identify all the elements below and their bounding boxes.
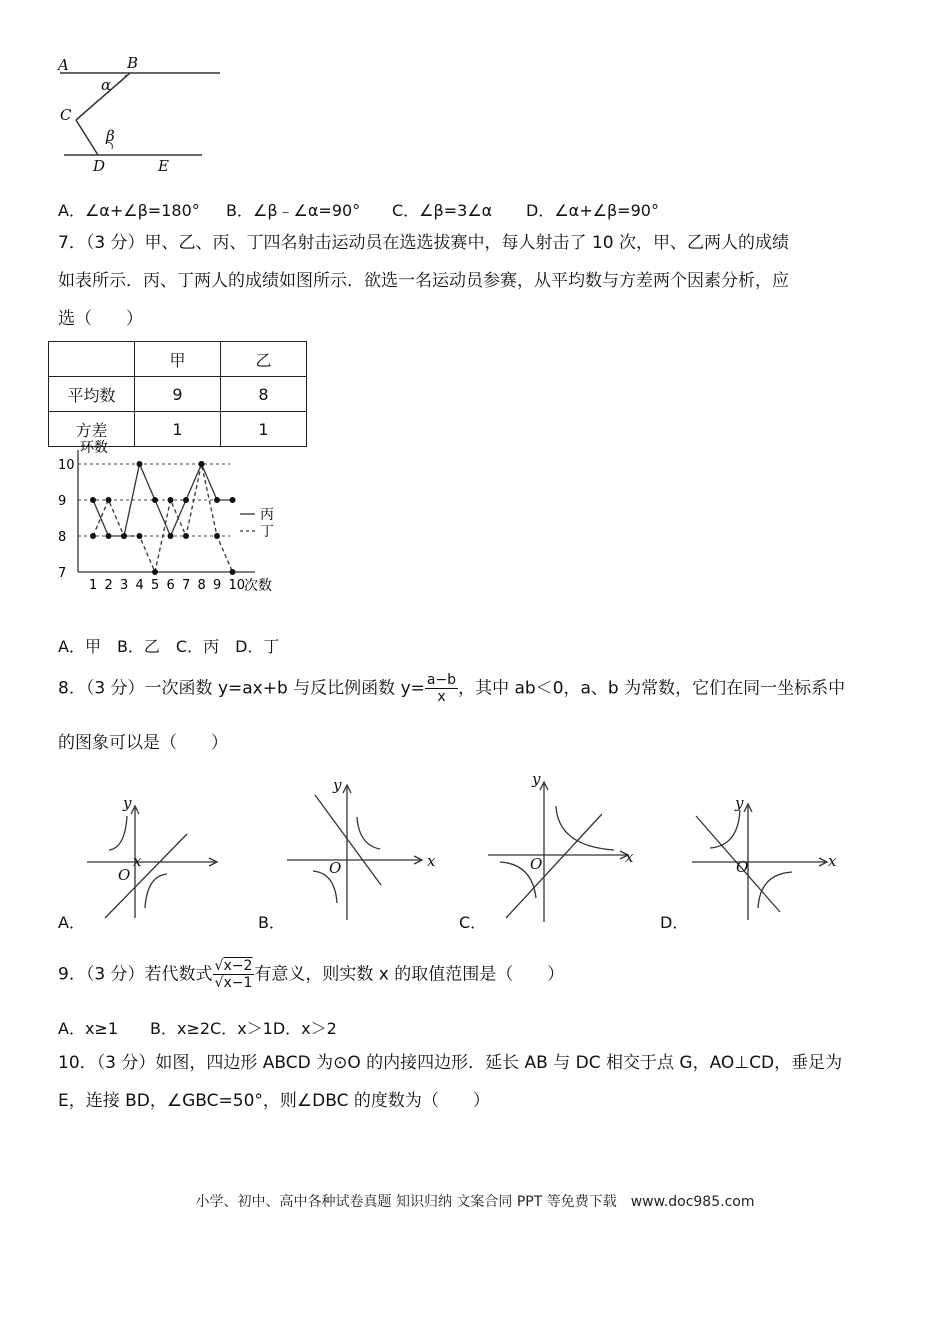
data-point <box>214 497 220 503</box>
table-cell: 9 <box>135 377 221 412</box>
alpha-label: α <box>101 76 112 94</box>
y-tick-label: 7 <box>58 566 67 581</box>
table-cell: 1 <box>135 412 221 447</box>
data-point <box>168 533 174 539</box>
y-tick-label: 8 <box>58 530 67 545</box>
q9-prefix: 9．（3 分）若代数式 <box>58 964 213 985</box>
q9-numerator-radicand: x−2 <box>223 958 253 974</box>
q6-option-a: A．∠α+∠β=180° <box>58 201 200 220</box>
table-cell: 方差 <box>49 412 135 447</box>
x-tick-label: 3 <box>120 578 129 593</box>
graph-b-y-label: y <box>333 776 342 794</box>
score-line-chart <box>50 440 290 600</box>
q9-suffix: 有意义，则实数 x 的取值范围是（ ） <box>254 964 565 985</box>
q9-options: A．x≥1 B．x≥2C．x＞1D．x＞2 <box>58 1019 337 1038</box>
graph-option-b <box>285 775 430 925</box>
table-row <box>49 377 307 412</box>
q7-options: A．甲 B．乙 C．丙 D．丁 <box>58 637 280 656</box>
q9-line <box>58 958 564 991</box>
data-point <box>183 497 189 503</box>
data-point <box>90 533 96 539</box>
parallel-lines-figure <box>50 50 230 180</box>
point-a-label: A <box>58 56 69 74</box>
data-point <box>106 533 112 539</box>
q7-line-2: 如表所示．丙、丁两人的成绩如图所示．欲选一名运动员参赛，从平均数与方差两个因素分析，应 <box>58 271 789 291</box>
graph-a-origin-label: O <box>118 866 131 884</box>
q8-line-2: 的图象可以是（ ） <box>58 733 228 753</box>
q8-prefix: 8．（3 分）一次函数 y=ax+b 与反比例函数 y= <box>58 678 425 699</box>
graph-option-d <box>690 790 835 925</box>
q8-frac-denominator: x <box>437 689 446 705</box>
x-tick-label: 6 <box>166 578 175 593</box>
data-point <box>214 533 220 539</box>
q8-option-d: D． <box>660 913 689 932</box>
point-d-label: D <box>93 157 106 175</box>
graph-option-c <box>486 770 634 925</box>
table-cell: 8 <box>221 377 307 412</box>
graph-a-y-label: y <box>123 794 132 812</box>
graph-option-a <box>85 790 230 925</box>
q10-line-1: 10．（3 分）如图，四边形 ABCD 为⊙O 的内接四边形．延长 AB 与 DC 相交于点 G，AO⊥CD，垂足为 <box>58 1053 843 1073</box>
beta-label: β <box>106 127 115 145</box>
graph-a-x-label: x <box>133 852 142 870</box>
q8-option-c: C． <box>459 913 487 932</box>
y-axis-label: 环数 <box>80 440 108 456</box>
graph-d-origin-label: O <box>736 858 749 876</box>
q8-option-b: B． <box>258 913 285 932</box>
table-cell: 乙 <box>221 342 307 377</box>
graph-b-origin-label: O <box>329 859 342 877</box>
table-cell: 甲 <box>135 342 221 377</box>
x-tick-label: 2 <box>104 578 113 593</box>
data-point <box>90 497 96 503</box>
data-point <box>137 533 143 539</box>
point-c-label: C <box>60 106 72 124</box>
q6-option-d: D．∠α+∠β=90° <box>526 201 659 220</box>
q9-denominator: √x−1 <box>214 975 253 991</box>
y-tick-label: 9 <box>58 494 67 509</box>
q7-line-3: 选（ ） <box>58 309 143 329</box>
x-tick-label: 9 <box>213 578 222 593</box>
graph-d-x-label: x <box>828 852 837 870</box>
q8-fraction <box>425 672 458 705</box>
x-tick-label: 4 <box>135 578 144 593</box>
x-tick-label: 7 <box>182 578 191 593</box>
data-point <box>230 497 236 503</box>
data-point <box>183 533 189 539</box>
x-tick-label: 1 <box>89 578 98 593</box>
graph-c-x-label: x <box>625 848 634 866</box>
table-cell: 1 <box>221 412 307 447</box>
graph-c-y-label: y <box>532 770 541 788</box>
q6-option-c: C．∠β=3∠α <box>392 201 493 220</box>
q8-frac-numerator: a−b <box>426 672 457 688</box>
graph-d-y-label: y <box>735 794 744 812</box>
q9-fraction <box>213 958 255 991</box>
x-axis-label: 次数 <box>244 578 272 594</box>
point-e-label: E <box>158 157 169 175</box>
point-b-label: B <box>127 54 139 72</box>
q8-suffix: ，其中 ab＜0，a、b 为常数，它们在同一坐标系中 <box>458 678 846 699</box>
data-point <box>230 569 236 575</box>
data-point <box>168 497 174 503</box>
data-point <box>152 497 158 503</box>
data-point <box>137 461 143 467</box>
q6-option-b: B．∠β﹣∠α=90° <box>226 201 361 220</box>
q10-line-2: E，连接 BD，∠GBC=50°，则∠DBC 的度数为（ ） <box>58 1091 490 1111</box>
graph-c-origin-label: O <box>530 855 543 873</box>
q9-numerator: √x−2 <box>214 958 253 974</box>
x-tick-label: 5 <box>151 578 160 593</box>
data-point <box>106 497 112 503</box>
y-tick-label: 10 <box>58 458 75 473</box>
x-tick-label: 10 <box>228 578 246 593</box>
page-footer: 小学、初中、高中各种试卷真题 知识归纳 文案合同 PPT 等免费下载 www.doc985.com <box>195 1194 755 1210</box>
q8-line-1 <box>58 672 845 705</box>
x-tick-label: 8 <box>197 578 206 593</box>
q7-line-1: 7．（3 分）甲、乙、丙、丁四名射击运动员在选选拔赛中，每人射击了 10 次，甲、乙两人的成绩 <box>58 233 789 253</box>
table-cell: 平均数 <box>49 377 135 412</box>
score-table <box>48 341 307 447</box>
data-point <box>199 461 205 467</box>
data-point <box>152 569 158 575</box>
table-header-row <box>49 342 307 377</box>
graph-b-x-label: x <box>427 852 436 870</box>
q9-denominator-radicand: x−1 <box>223 975 253 991</box>
table-cell <box>49 342 135 377</box>
data-point <box>121 533 127 539</box>
legend-label: 丁 <box>260 524 274 540</box>
legend-label: 丙 <box>260 507 274 523</box>
q8-option-a: A． <box>58 913 85 932</box>
